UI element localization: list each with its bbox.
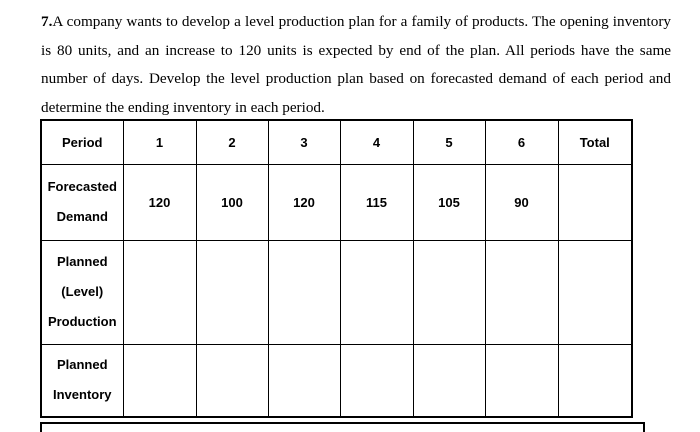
demand-cell: 115 <box>340 164 413 240</box>
production-cell <box>485 240 558 344</box>
production-cell <box>413 240 485 344</box>
inventory-total-cell <box>558 344 632 417</box>
total-header: Total <box>558 120 632 164</box>
problem-text: A company wants to develop a level production plan for a family of products. The opening inventory is 80 units, and an increase to 120 units is expected by end of the plan. All periods have the same number of days. Develop the level production plan based on forecasted demand of each period and determine the ending inventory in each period. <box>41 13 671 116</box>
demand-cell: 120 <box>268 164 340 240</box>
inventory-cell <box>268 344 340 417</box>
planned-inventory-row <box>41 344 632 417</box>
demand-cell: 120 <box>123 164 196 240</box>
inventory-cell <box>413 344 485 417</box>
forecasted-demand-row <box>41 164 632 240</box>
problem-number: 7. <box>41 13 53 30</box>
production-total-cell <box>558 240 632 344</box>
production-plan-table <box>40 119 633 418</box>
planned-production-row <box>41 240 632 344</box>
planned-production-label: Planned (Level) Production <box>41 240 123 344</box>
production-cell <box>268 240 340 344</box>
problem-statement <box>41 8 671 122</box>
inventory-cell <box>196 344 268 417</box>
demand-cell: 90 <box>485 164 558 240</box>
cropped-table-edge <box>40 422 645 432</box>
demand-total-cell <box>558 164 632 240</box>
inventory-cell <box>123 344 196 417</box>
period-2-header: 2 <box>196 120 268 164</box>
production-cell <box>340 240 413 344</box>
planned-inventory-label: Planned Inventory <box>41 344 123 417</box>
production-cell <box>196 240 268 344</box>
period-1-header: 1 <box>123 120 196 164</box>
period-3-header: 3 <box>268 120 340 164</box>
demand-cell: 105 <box>413 164 485 240</box>
table-header-row <box>41 120 632 164</box>
period-4-header: 4 <box>340 120 413 164</box>
inventory-cell <box>485 344 558 417</box>
period-6-header: 6 <box>485 120 558 164</box>
period-header: Period <box>41 120 123 164</box>
inventory-cell <box>340 344 413 417</box>
production-cell <box>123 240 196 344</box>
period-5-header: 5 <box>413 120 485 164</box>
forecasted-demand-label: Forecasted Demand <box>41 164 123 240</box>
demand-cell: 100 <box>196 164 268 240</box>
